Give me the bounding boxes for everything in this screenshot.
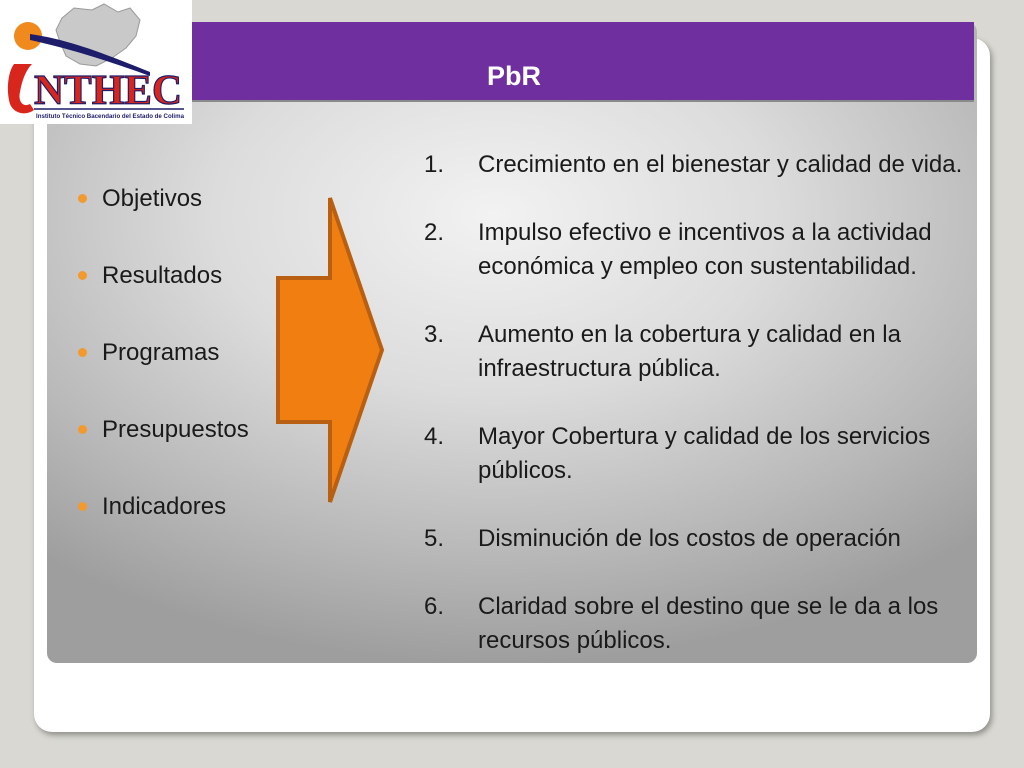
right-arrow-icon — [270, 190, 390, 510]
left-bullet-list — [70, 180, 249, 565]
bullet-item — [70, 180, 249, 257]
item-text: Claridad sobre el destino que se le da a los recursos públicos. — [478, 593, 939, 654]
numbered-item — [424, 590, 1004, 658]
numbered-list — [424, 148, 1004, 692]
bullet-item — [70, 334, 249, 411]
item-text: Disminución de los costos de operación — [478, 525, 901, 552]
item-number: 6. — [424, 593, 445, 620]
logo-caption: Instituto Técnico Bacendario del Estado de Colima — [36, 114, 185, 120]
bullet-item — [70, 488, 249, 565]
item-number: 1. — [424, 151, 445, 178]
bullet-item — [70, 411, 249, 488]
item-text: Aumento en la cobertura y calidad en la infraestructura pública. — [478, 321, 901, 382]
bullet-label: Programas — [102, 339, 220, 366]
bullet-dot-icon — [78, 348, 87, 357]
item-number: 2. — [424, 219, 445, 246]
inthec-logo — [0, 0, 192, 124]
logo-wordmark: NTHEC — [34, 68, 182, 114]
item-text: Mayor Cobertura y calidad de los servicios públicos. — [478, 423, 931, 484]
numbered-item — [424, 148, 1004, 182]
inthec-logo-graphic — [0, 0, 192, 124]
slide-title: PbR — [487, 61, 541, 91]
bullet-dot-icon — [78, 425, 87, 434]
bullet-label: Resultados — [102, 262, 223, 289]
item-number: 5. — [424, 525, 445, 552]
item-number: 4. — [424, 423, 445, 450]
bullet-label: Presupuestos — [102, 416, 249, 443]
bullet-item — [70, 257, 249, 334]
logo-red-letter-i — [8, 64, 34, 113]
item-text: Impulso efectivo e incentivos a la actividad económica y empleo con sustentabilidad. — [478, 219, 932, 280]
bullet-label: Objetivos — [102, 185, 203, 212]
bullet-dot-icon — [78, 502, 87, 511]
numbered-item — [424, 420, 1004, 488]
bullet-label: Indicadores — [102, 493, 227, 520]
numbered-item — [424, 318, 1004, 386]
bullet-dot-icon — [78, 271, 87, 280]
numbered-item — [424, 522, 1004, 556]
bullet-dot-icon — [78, 194, 87, 203]
item-text: Crecimiento en el bienestar y calidad de vida. — [478, 151, 963, 178]
numbered-item — [424, 216, 1004, 284]
item-number: 3. — [424, 321, 445, 348]
